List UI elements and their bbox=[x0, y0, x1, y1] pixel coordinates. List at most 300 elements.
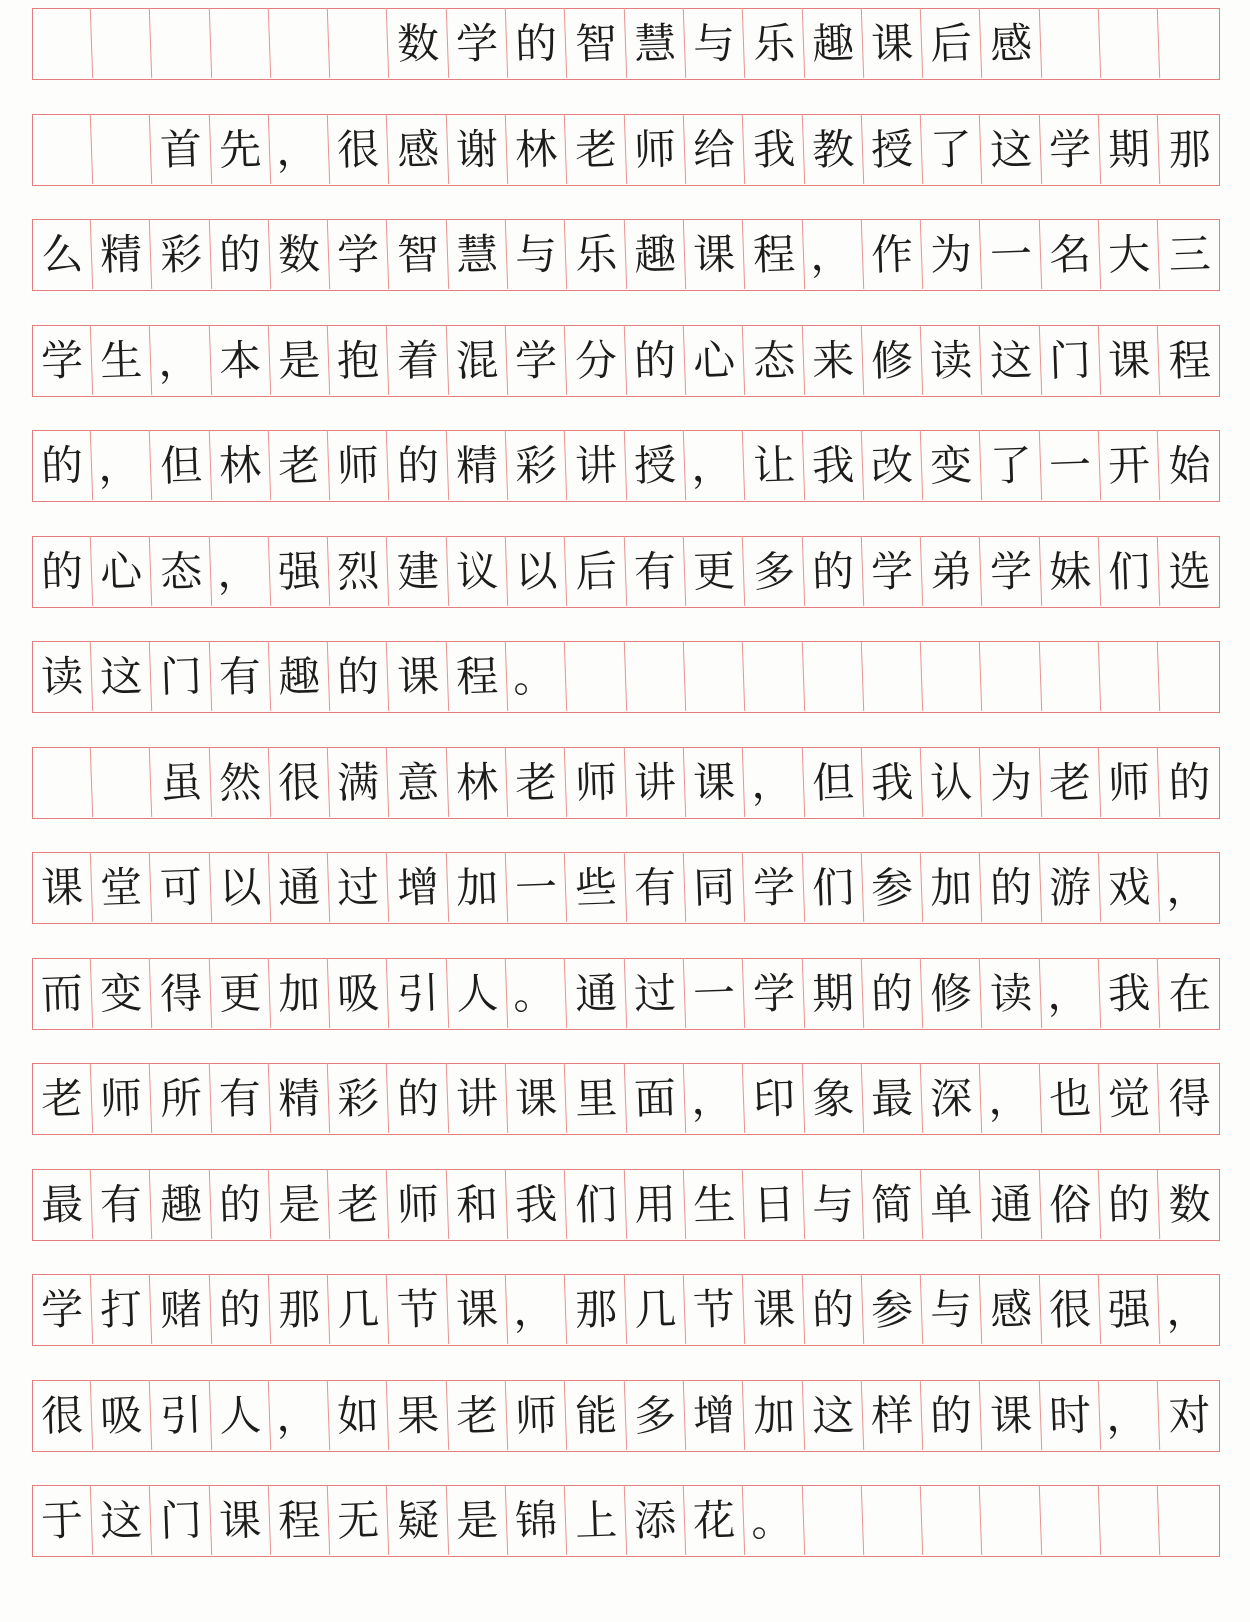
grid-cell bbox=[1158, 1485, 1220, 1557]
grid-cell: 趣 bbox=[803, 8, 865, 80]
grid-cell: 修 bbox=[921, 957, 983, 1029]
grid-cell: 的 bbox=[210, 219, 272, 291]
grid-cell: 师 bbox=[506, 1379, 568, 1451]
grid-cell: 加 bbox=[743, 1379, 805, 1451]
grid-cell bbox=[91, 8, 153, 80]
text-line bbox=[32, 430, 1220, 502]
grid-cell: 一 bbox=[506, 852, 568, 924]
grid-cell: 们 bbox=[565, 1168, 627, 1240]
grid-cell: 么 bbox=[32, 219, 94, 291]
grid-cell bbox=[1099, 8, 1161, 80]
grid-cell: 但 bbox=[150, 430, 212, 502]
grid-cell: ， bbox=[684, 430, 746, 502]
grid-cell bbox=[210, 8, 272, 80]
grid-cell: 师 bbox=[328, 430, 390, 502]
grid-cell: 最 bbox=[32, 1168, 94, 1240]
grid-cell: 用 bbox=[625, 1168, 687, 1240]
text-line bbox=[32, 1169, 1220, 1241]
grid-cell: 我 bbox=[506, 1168, 568, 1240]
grid-cell: 感 bbox=[981, 1274, 1043, 1346]
grid-cell: 强 bbox=[1099, 1274, 1161, 1346]
grid-cell: 这 bbox=[803, 1379, 865, 1451]
grid-cell: ， bbox=[1164, 1284, 1209, 1335]
grid-cell: 的 bbox=[506, 8, 568, 80]
grid-cell: ， bbox=[803, 219, 865, 291]
grid-cell: 建 bbox=[388, 535, 450, 607]
grid-cell: 更 bbox=[684, 535, 746, 607]
grid-cell: 吸 bbox=[91, 1379, 153, 1451]
grid-cell: ， bbox=[269, 113, 331, 185]
grid-cell: 些 bbox=[565, 852, 627, 924]
grid-cell: 课 bbox=[32, 852, 94, 924]
grid-cell: 课 bbox=[981, 1379, 1043, 1451]
text-line bbox=[32, 1485, 1220, 1557]
grid-cell: 更 bbox=[210, 957, 272, 1029]
grid-cell: 学 bbox=[743, 957, 805, 1029]
grid-cell: 样 bbox=[862, 1379, 924, 1451]
grid-cell: 以 bbox=[210, 852, 272, 924]
grid-cell: 学 bbox=[1040, 113, 1102, 185]
grid-cell: 师 bbox=[625, 113, 687, 185]
grid-cell: 人 bbox=[447, 957, 509, 1029]
grid-cell: 。 bbox=[743, 1485, 805, 1557]
grid-cell bbox=[803, 641, 865, 713]
grid-cell: 打 bbox=[91, 1274, 153, 1346]
grid-cell: 意 bbox=[388, 746, 450, 818]
grid-cell: 如 bbox=[328, 1379, 390, 1451]
grid-cell: 期 bbox=[803, 957, 865, 1029]
grid-cell bbox=[1099, 1485, 1161, 1557]
grid-cell: 于 bbox=[32, 1485, 94, 1557]
grid-cell: 弟 bbox=[921, 535, 983, 607]
grid-cell: 添 bbox=[625, 1485, 687, 1557]
grid-cell: 程 bbox=[447, 641, 509, 713]
grid-cell: 师 bbox=[388, 1168, 450, 1240]
grid-cell: 有 bbox=[91, 1168, 153, 1240]
grid-cell bbox=[625, 641, 687, 713]
grid-cell: 时 bbox=[1040, 1379, 1102, 1451]
grid-cell: 彩 bbox=[328, 1063, 390, 1135]
grid-cell bbox=[1158, 641, 1220, 713]
grid-cell: 学 bbox=[32, 324, 94, 396]
grid-cell: 烈 bbox=[328, 535, 390, 607]
grid-cell bbox=[328, 8, 390, 80]
grid-cell: 为 bbox=[981, 746, 1043, 818]
grid-cell: 了 bbox=[981, 430, 1043, 502]
grid-cell: 大 bbox=[1099, 219, 1161, 291]
grid-cell: 课 bbox=[684, 219, 746, 291]
grid-cell: 授 bbox=[625, 430, 687, 502]
grid-cell bbox=[684, 641, 746, 713]
text-line bbox=[32, 747, 1220, 819]
grid-cell: 是 bbox=[269, 324, 331, 396]
grid-cell: 老 bbox=[565, 113, 627, 185]
grid-cell: 课 bbox=[684, 746, 746, 818]
grid-cell: 学 bbox=[32, 1274, 94, 1346]
grid-cell bbox=[269, 8, 331, 80]
grid-cell: 的 bbox=[1167, 756, 1212, 808]
grid-cell: 来 bbox=[803, 324, 865, 396]
grid-cell: 老 bbox=[506, 746, 568, 818]
grid-cell: 的 bbox=[328, 641, 390, 713]
grid-cell: 我 bbox=[1099, 957, 1161, 1029]
grid-cell: 数 bbox=[1167, 1178, 1212, 1230]
grid-cell: 三 bbox=[1167, 229, 1212, 280]
grid-cell bbox=[981, 1485, 1043, 1557]
grid-cell: 开 bbox=[1099, 430, 1161, 502]
grid-cell: 花 bbox=[684, 1485, 746, 1557]
grid-cell: 通 bbox=[981, 1168, 1043, 1240]
grid-cell: 的 bbox=[32, 535, 94, 607]
grid-cell: 读 bbox=[921, 324, 983, 396]
grid-cell: 增 bbox=[388, 852, 450, 924]
grid-cell: 态 bbox=[150, 535, 212, 607]
grid-cell: 果 bbox=[388, 1379, 450, 1451]
grid-cell: 后 bbox=[565, 535, 627, 607]
grid-cell: 混 bbox=[447, 324, 509, 396]
grid-cell bbox=[862, 641, 924, 713]
grid-cell: 赌 bbox=[150, 1274, 212, 1346]
grid-cell bbox=[803, 1485, 865, 1557]
grid-cell: 门 bbox=[150, 1485, 212, 1557]
grid-cell: 的 bbox=[803, 1274, 865, 1346]
grid-cell: 过 bbox=[328, 852, 390, 924]
grid-cell: 的 bbox=[981, 852, 1043, 924]
grid-cell bbox=[32, 746, 94, 818]
grid-cell: 乐 bbox=[565, 219, 627, 291]
grid-cell: 彩 bbox=[506, 430, 568, 502]
grid-cell: 读 bbox=[981, 957, 1043, 1029]
grid-cell: 节 bbox=[684, 1274, 746, 1346]
text-line bbox=[32, 1274, 1220, 1346]
text-line bbox=[32, 325, 1220, 397]
grid-cell: 一 bbox=[981, 219, 1043, 291]
grid-cell: 精 bbox=[91, 219, 153, 291]
grid-cell: 强 bbox=[269, 535, 331, 607]
grid-cell: 很 bbox=[269, 746, 331, 818]
grid-cell: 俗 bbox=[1040, 1168, 1102, 1240]
grid-cell: 可 bbox=[150, 852, 212, 924]
grid-cell bbox=[921, 641, 983, 713]
grid-cell: ， bbox=[743, 746, 805, 818]
grid-cell: 这 bbox=[981, 113, 1043, 185]
grid-cell: 与 bbox=[803, 1168, 865, 1240]
grid-cell bbox=[1158, 8, 1220, 80]
grid-cell: 课 bbox=[862, 8, 924, 80]
grid-cell: 很 bbox=[32, 1379, 94, 1451]
grid-cell bbox=[150, 8, 212, 80]
grid-cell: 锦 bbox=[506, 1485, 568, 1557]
grid-cell: 简 bbox=[862, 1168, 924, 1240]
grid-cell: 改 bbox=[862, 430, 924, 502]
grid-cell: 门 bbox=[150, 641, 212, 713]
grid-cell: 参 bbox=[862, 1274, 924, 1346]
grid-cell: 印 bbox=[743, 1063, 805, 1135]
grid-cell: 数 bbox=[388, 8, 450, 80]
grid-cell: 课 bbox=[506, 1063, 568, 1135]
grid-cell: 学 bbox=[328, 219, 390, 291]
grid-cell: 们 bbox=[803, 852, 865, 924]
grid-cell: 游 bbox=[1040, 852, 1102, 924]
grid-cell: 但 bbox=[803, 746, 865, 818]
grid-cell: ， bbox=[91, 430, 153, 502]
grid-cell: 学 bbox=[862, 535, 924, 607]
grid-cell: 引 bbox=[150, 1379, 212, 1451]
grid-cell: 作 bbox=[862, 219, 924, 291]
grid-cell bbox=[565, 641, 627, 713]
grid-cell: 吸 bbox=[328, 957, 390, 1029]
grid-cell: 很 bbox=[1040, 1274, 1102, 1346]
grid-cell: 先 bbox=[210, 113, 272, 185]
grid-cell: 得 bbox=[1167, 1073, 1212, 1124]
grid-cell: 引 bbox=[388, 957, 450, 1029]
grid-cell: 所 bbox=[150, 1063, 212, 1135]
grid-cell: 感 bbox=[388, 113, 450, 185]
grid-cell: 生 bbox=[684, 1168, 746, 1240]
grid-cell: 最 bbox=[862, 1063, 924, 1135]
grid-cell: 智 bbox=[565, 8, 627, 80]
grid-cell: 的 bbox=[625, 324, 687, 396]
grid-cell: 几 bbox=[625, 1274, 687, 1346]
grid-cell: 堂 bbox=[91, 852, 153, 924]
grid-cell: 学 bbox=[981, 535, 1043, 607]
grid-cell: 我 bbox=[803, 430, 865, 502]
grid-cell: 程 bbox=[743, 219, 805, 291]
grid-cell: 加 bbox=[269, 957, 331, 1029]
grid-cell: 增 bbox=[684, 1379, 746, 1451]
grid-cell: ， bbox=[1164, 862, 1209, 913]
grid-cell: 。 bbox=[506, 641, 568, 713]
grid-cell: 让 bbox=[743, 430, 805, 502]
grid-cell: 师 bbox=[565, 746, 627, 818]
grid-cell: 以 bbox=[506, 535, 568, 607]
text-line bbox=[32, 641, 1220, 713]
grid-cell: 多 bbox=[625, 1379, 687, 1451]
grid-cell: 而 bbox=[32, 957, 94, 1029]
grid-cell: 给 bbox=[684, 113, 746, 185]
grid-cell: 课 bbox=[1099, 324, 1161, 396]
grid-cell: 的 bbox=[388, 430, 450, 502]
grid-cell: 这 bbox=[91, 1485, 153, 1557]
grid-cell: 能 bbox=[565, 1379, 627, 1451]
text-line bbox=[32, 1380, 1220, 1452]
grid-cell: 期 bbox=[1099, 113, 1161, 185]
grid-cell bbox=[1099, 641, 1161, 713]
grid-cell bbox=[1040, 1485, 1102, 1557]
grid-cell: 的 bbox=[210, 1168, 272, 1240]
grid-cell: 课 bbox=[210, 1485, 272, 1557]
grid-cell: 教 bbox=[803, 113, 865, 185]
text-line bbox=[32, 1063, 1220, 1135]
grid-cell: 人 bbox=[210, 1379, 272, 1451]
grid-cell: 一 bbox=[684, 957, 746, 1029]
grid-cell: 智 bbox=[388, 219, 450, 291]
grid-cell: 有 bbox=[210, 641, 272, 713]
grid-cell: 得 bbox=[150, 957, 212, 1029]
grid-cell: 趣 bbox=[625, 219, 687, 291]
grid-cell: 的 bbox=[32, 430, 94, 502]
grid-cell: 节 bbox=[388, 1274, 450, 1346]
grid-cell: 我 bbox=[862, 746, 924, 818]
grid-cell: 是 bbox=[447, 1485, 509, 1557]
grid-cell: 疑 bbox=[388, 1485, 450, 1557]
grid-cell bbox=[981, 641, 1043, 713]
grid-cell: ， bbox=[1099, 1379, 1161, 1451]
grid-cell: 满 bbox=[328, 746, 390, 818]
grid-cell: 讲 bbox=[447, 1063, 509, 1135]
grid-cell: ， bbox=[506, 1274, 568, 1346]
grid-cell: 修 bbox=[862, 324, 924, 396]
grid-cell bbox=[91, 746, 153, 818]
grid-cell: ， bbox=[1040, 957, 1102, 1029]
grid-cell: 与 bbox=[921, 1274, 983, 1346]
grid-cell: 学 bbox=[743, 852, 805, 924]
grid-cell: 数 bbox=[269, 219, 331, 291]
grid-cell: 选 bbox=[1167, 545, 1212, 597]
grid-cell: 分 bbox=[565, 324, 627, 396]
grid-cell: 同 bbox=[684, 852, 746, 924]
grid-cell: 师 bbox=[1099, 746, 1161, 818]
grid-cell: ， bbox=[269, 1379, 331, 1451]
grid-cell: 始 bbox=[1167, 440, 1212, 491]
grid-cell: 趣 bbox=[150, 1168, 212, 1240]
grid-cell: 深 bbox=[921, 1063, 983, 1135]
grid-cell: 抱 bbox=[328, 324, 390, 396]
grid-cell: 老 bbox=[1040, 746, 1102, 818]
title-row bbox=[32, 8, 1220, 80]
grid-cell: 为 bbox=[921, 219, 983, 291]
grid-cell: 上 bbox=[565, 1485, 627, 1557]
grid-cell: 是 bbox=[269, 1168, 331, 1240]
grid-cell: 日 bbox=[743, 1168, 805, 1240]
grid-cell: 妹 bbox=[1040, 535, 1102, 607]
grid-cell: 参 bbox=[862, 852, 924, 924]
grid-cell: 过 bbox=[625, 957, 687, 1029]
grid-cell: 与 bbox=[684, 8, 746, 80]
grid-cell: 学 bbox=[506, 324, 568, 396]
grid-cell: 授 bbox=[862, 113, 924, 185]
grid-cell: 然 bbox=[210, 746, 272, 818]
grid-cell: 老 bbox=[447, 1379, 509, 1451]
grid-cell: 老 bbox=[32, 1063, 94, 1135]
grid-cell: 讲 bbox=[625, 746, 687, 818]
grid-cell: 门 bbox=[1040, 324, 1102, 396]
grid-cell: 老 bbox=[269, 430, 331, 502]
grid-cell: 有 bbox=[210, 1063, 272, 1135]
grid-cell: 慧 bbox=[447, 219, 509, 291]
grid-cell: 着 bbox=[388, 324, 450, 396]
grid-cell: 本 bbox=[210, 324, 272, 396]
grid-cell: 有 bbox=[625, 852, 687, 924]
grid-cell: 有 bbox=[625, 535, 687, 607]
grid-cell: 精 bbox=[447, 430, 509, 502]
grid-cell: 多 bbox=[743, 535, 805, 607]
grid-cell: 加 bbox=[447, 852, 509, 924]
text-line bbox=[32, 958, 1220, 1030]
grid-cell: 那 bbox=[269, 1274, 331, 1346]
grid-cell: 虽 bbox=[150, 746, 212, 818]
grid-cell: 那 bbox=[1167, 123, 1212, 175]
grid-cell: 通 bbox=[269, 852, 331, 924]
grid-cell: 无 bbox=[328, 1485, 390, 1557]
grid-cell: 乐 bbox=[743, 8, 805, 80]
grid-cell: 加 bbox=[921, 852, 983, 924]
grid-cell bbox=[91, 113, 153, 185]
grid-cell: 变 bbox=[91, 957, 153, 1029]
grid-cell: 和 bbox=[447, 1168, 509, 1240]
grid-cell: 读 bbox=[32, 641, 94, 713]
grid-cell: 林 bbox=[447, 746, 509, 818]
grid-cell: 课 bbox=[447, 1274, 509, 1346]
grid-cell: 一 bbox=[1040, 430, 1102, 502]
grid-cell bbox=[862, 1485, 924, 1557]
grid-cell: 感 bbox=[981, 8, 1043, 80]
grid-cell: 讲 bbox=[565, 430, 627, 502]
grid-cell: 那 bbox=[565, 1274, 627, 1346]
grid-cell: 对 bbox=[1167, 1389, 1212, 1441]
grid-cell: ， bbox=[684, 1063, 746, 1135]
grid-cell: 很 bbox=[328, 113, 390, 185]
grid-cell: 的 bbox=[921, 1379, 983, 1451]
grid-cell: 了 bbox=[921, 113, 983, 185]
grid-cell: 彩 bbox=[150, 219, 212, 291]
grid-cell bbox=[921, 1485, 983, 1557]
grid-cell: 课 bbox=[388, 641, 450, 713]
grid-cell: 面 bbox=[625, 1063, 687, 1135]
grid-cell: 的 bbox=[862, 957, 924, 1029]
grid-cell: 我 bbox=[743, 113, 805, 185]
text-line bbox=[32, 219, 1220, 291]
grid-cell: 变 bbox=[921, 430, 983, 502]
grid-cell: 名 bbox=[1040, 219, 1102, 291]
grid-cell: 觉 bbox=[1099, 1063, 1161, 1135]
grid-cell: ， bbox=[210, 535, 272, 607]
grid-cell: 态 bbox=[743, 324, 805, 396]
grid-cell: 心 bbox=[91, 535, 153, 607]
grid-cell: 议 bbox=[447, 535, 509, 607]
grid-cell bbox=[1040, 8, 1102, 80]
grid-cell: 林 bbox=[210, 430, 272, 502]
grid-cell bbox=[32, 8, 94, 80]
grid-cell: 心 bbox=[684, 324, 746, 396]
grid-cell: 的 bbox=[210, 1274, 272, 1346]
grid-cell: 谢 bbox=[447, 113, 509, 185]
grid-cell: 也 bbox=[1040, 1063, 1102, 1135]
grid-cell: 。 bbox=[506, 957, 568, 1029]
grid-cell: 们 bbox=[1099, 535, 1161, 607]
grid-cell bbox=[743, 641, 805, 713]
grid-cell: 这 bbox=[981, 324, 1043, 396]
grid-cell: 这 bbox=[91, 641, 153, 713]
grid-cell: 在 bbox=[1167, 967, 1212, 1019]
grid-cell: 单 bbox=[921, 1168, 983, 1240]
grid-cell: 程 bbox=[1167, 334, 1212, 386]
grid-cell: 老 bbox=[328, 1168, 390, 1240]
grid-cell bbox=[1040, 641, 1102, 713]
grid-cell: 几 bbox=[328, 1274, 390, 1346]
grid-cell: 慧 bbox=[625, 8, 687, 80]
grid-cell: 精 bbox=[269, 1063, 331, 1135]
grid-cell: 林 bbox=[506, 113, 568, 185]
grid-cell bbox=[32, 113, 94, 185]
grid-cell: 课 bbox=[743, 1274, 805, 1346]
grid-cell: 趣 bbox=[269, 641, 331, 713]
grid-cell: 通 bbox=[565, 957, 627, 1029]
grid-cell: 的 bbox=[803, 535, 865, 607]
text-line bbox=[32, 852, 1220, 924]
grid-cell: 学 bbox=[447, 8, 509, 80]
grid-cell: 生 bbox=[91, 324, 153, 396]
